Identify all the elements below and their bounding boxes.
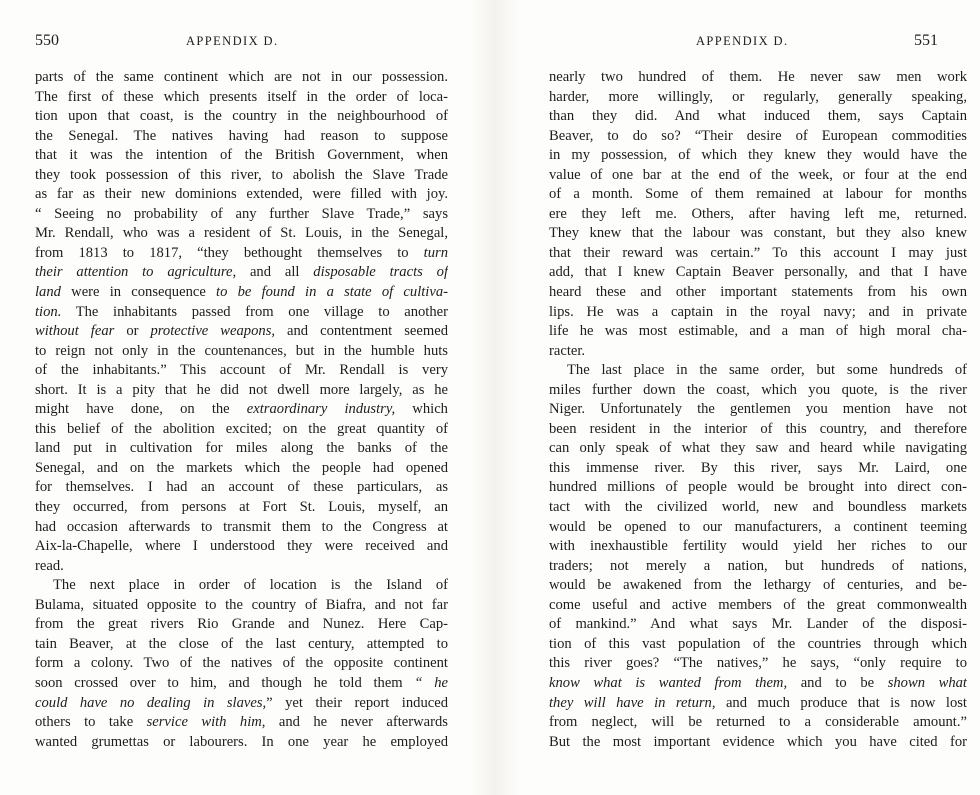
right-page <box>520 0 980 795</box>
text-run: hundred millions of people would be brought into direct con- <box>549 479 967 496</box>
text-line <box>35 185 448 205</box>
text-line <box>549 713 967 733</box>
italic-text: disposable tracts of <box>313 264 448 281</box>
text-line <box>35 127 448 147</box>
text-line <box>549 88 967 108</box>
text-run: others to take <box>35 714 147 731</box>
text-run: in my possession, of which they knew they would have the <box>549 147 967 164</box>
text-run: from neglect, will be returned to a considerable amount.” <box>549 714 967 731</box>
running-head: APPENDIX D. <box>696 34 789 48</box>
text-run: Aix-la-Chapelle, where I understood they were received and <box>35 538 448 555</box>
left-page-body <box>35 68 448 752</box>
text-run: read. <box>35 557 64 574</box>
text-run: with inexhaustible fertility would yield her riches to our <box>549 538 967 555</box>
text-line <box>549 400 967 420</box>
text-line <box>35 244 448 264</box>
text-line <box>35 498 448 518</box>
text-line <box>35 654 448 674</box>
text-run: parts of the same continent which are not in our possession. <box>35 69 448 85</box>
text-line <box>549 478 967 498</box>
text-line <box>549 263 967 283</box>
italic-text: extraordinary industry, <box>246 401 396 418</box>
text-line <box>549 68 967 88</box>
text-run: and contentment seemed <box>275 323 448 340</box>
text-line <box>549 224 967 244</box>
text-line <box>35 537 448 557</box>
text-line <box>35 283 448 303</box>
text-line <box>35 381 448 401</box>
text-line <box>549 127 967 147</box>
text-run: had occasion afterwards to transmit them to the Congress at <box>35 518 448 535</box>
text-line <box>35 459 448 479</box>
text-run: and all <box>236 264 314 281</box>
text-line <box>549 733 967 753</box>
text-line <box>549 283 967 303</box>
text-run: They knew that the labour was constant, but they also knew <box>549 225 967 242</box>
text-line <box>549 654 967 674</box>
text-run: were in consequence <box>60 284 217 301</box>
text-line <box>549 498 967 518</box>
text-line <box>35 205 448 225</box>
italic-text: turn <box>423 244 448 261</box>
text-run: they took possession of this river, to abolish the Slave Trade <box>35 166 448 183</box>
text-line <box>35 322 448 342</box>
text-run: tion of this vast population of the countries through which <box>549 635 967 652</box>
text-run: tion upon that coast, is the country in the neighbourhood of <box>35 108 448 125</box>
text-line <box>35 146 448 166</box>
text-run: they occurred, from persons at Fort St. Louis, myself, an <box>35 499 448 516</box>
text-run: that their reward was certain.” To this account I may just <box>549 244 967 261</box>
text-run: tact with the civilized world, new and boundless markets <box>549 499 967 516</box>
text-run: The last place in the same order, but some hundreds of <box>567 362 967 379</box>
text-run: the Senegal. The natives having had reason to suppose <box>35 127 448 144</box>
text-run: of the inhabitants.” This account of Mr. Rendall is very <box>35 362 448 379</box>
text-line <box>35 439 448 459</box>
text-run: harder, more willingly, or regularly, generally speaking, <box>549 88 967 105</box>
text-run: nearly two hundred of them. He never saw men work <box>549 69 967 85</box>
text-run: Mr. Rendall, who was a resident of St. Louis, in the Senegal, <box>35 225 448 242</box>
text-run: that it was the intention of the British Government, when <box>35 147 448 164</box>
text-line <box>35 615 448 635</box>
text-line <box>549 557 967 577</box>
italic-text: “ he <box>414 674 448 691</box>
text-run: The first of these which presents itself in the order of loca- <box>35 88 448 105</box>
text-line <box>549 146 967 166</box>
text-run: this belief of the abolition excited; on the great quantity of <box>35 420 448 437</box>
text-run: lips. He was a captain in the royal navy; and in private <box>549 303 967 320</box>
text-run: which <box>395 401 448 418</box>
text-line <box>549 635 967 655</box>
text-line <box>549 439 967 459</box>
text-run: But the most important evidence which you have cited for <box>549 733 967 750</box>
text-run: miles further down the coast, which you quote, is the river <box>549 381 967 398</box>
left-page <box>0 0 470 795</box>
italic-text: to be found in a state of cultiva- <box>216 284 448 301</box>
text-run: ere they left me. Others, after having left me, returned. <box>549 205 967 222</box>
text-run: for themselves. I had an account of these particulars, as <box>35 479 448 496</box>
right-page-body <box>549 68 967 752</box>
text-line <box>35 635 448 655</box>
text-run: soon crossed over to him, and though he told them <box>35 674 415 691</box>
text-run: of mankind.” And what says Mr. Lander of the disposi- <box>549 616 967 633</box>
text-line <box>549 459 967 479</box>
text-line <box>35 400 448 420</box>
text-line <box>35 713 448 733</box>
text-line <box>35 224 448 244</box>
text-run: The inhabitants passed from one village to another <box>61 303 448 320</box>
italic-text: land <box>35 284 61 301</box>
text-run: heard these and other important statements from his own <box>549 284 967 301</box>
italic-text: service with him, <box>146 714 266 731</box>
book-gutter <box>470 0 520 795</box>
text-run: from 1813 to 1817, “they bethought themselves to <box>35 244 424 261</box>
text-line <box>549 576 967 596</box>
text-run: to reign not only in the countenances, but in the humble huts <box>35 342 448 359</box>
italic-text: could have no dealing in slaves, <box>35 694 267 711</box>
text-run: “ Seeing no probability of any further Slave Trade,” says <box>35 205 448 222</box>
text-line <box>549 596 967 616</box>
text-line <box>35 361 448 381</box>
text-run: from the great rivers Rio Grande and Nunez. Here Cap- <box>35 616 448 633</box>
text-run: short. It is a pity that he did not dwell more largely, as he <box>35 381 448 398</box>
text-run: and to be <box>787 674 888 691</box>
text-line <box>549 674 967 694</box>
text-run: come useful and active members of the great commonwealth <box>549 596 967 613</box>
text-line <box>35 674 448 694</box>
italic-text: know what is wanted from them, <box>549 674 788 691</box>
text-line <box>35 596 448 616</box>
text-run: life he was most estimable, and a man of high moral cha- <box>549 323 967 340</box>
text-line <box>35 420 448 440</box>
text-run: been resident in the interior of this country, and therefore <box>549 420 967 437</box>
text-run: than they did. And what induced them, says Captain <box>549 108 967 125</box>
text-line <box>35 733 448 753</box>
text-run: of a month. Some of them remained at labour for months <box>549 186 967 203</box>
text-line <box>35 166 448 186</box>
italic-text: their attention to agriculture, <box>35 264 237 281</box>
text-run: traders; not merely a nation, but hundreds of nations, <box>549 557 967 574</box>
text-run: as far as their new dominions extended, were filled with joy. <box>35 186 448 203</box>
text-line <box>549 537 967 557</box>
page-number: 551 <box>914 32 938 49</box>
text-run: add, that I knew Captain Beaver personally, and that I have <box>549 264 967 281</box>
text-line <box>35 303 448 323</box>
italic-text: tion. <box>35 303 62 320</box>
text-run: would be opened to our manufacturers, a continent teeming <box>549 518 967 535</box>
text-line <box>549 342 967 362</box>
text-line <box>549 518 967 538</box>
text-run: Niger. Unfortunately the gentlemen you mention have not <box>549 401 967 418</box>
text-line <box>35 557 448 577</box>
text-run: The next place in order of location is the Island of <box>53 577 448 594</box>
text-line <box>549 694 967 714</box>
italic-text: without fear <box>35 323 115 340</box>
text-run: Bulama, situated opposite to the country of Biafra, and not far <box>35 596 448 613</box>
text-run: would be awakened from the lethargy of centuries, and be- <box>549 577 967 594</box>
text-line <box>549 107 967 127</box>
text-run: this river goes? “The natives,” he says, “only require to <box>549 655 967 672</box>
text-line <box>549 420 967 440</box>
text-line <box>549 205 967 225</box>
text-line <box>35 518 448 538</box>
text-run: might have done, on the <box>35 401 247 418</box>
text-line <box>35 478 448 498</box>
text-line <box>549 303 967 323</box>
text-run: and much produce that is now lost <box>715 694 967 711</box>
text-run: ” yet their report induced <box>266 694 448 711</box>
text-run: or <box>114 323 151 340</box>
text-run: this immense river. By this river, says Mr. Laird, one <box>549 459 967 476</box>
text-line <box>549 244 967 264</box>
text-run: Beaver, to do so? “Their desire of European commodities <box>549 127 967 144</box>
text-line <box>35 342 448 362</box>
text-run: wanted grumettas or labourers. In one year he employed <box>35 733 448 750</box>
text-line <box>35 694 448 714</box>
text-line <box>549 361 967 381</box>
text-run: value of one bar at the end of the week, or four at the end <box>549 166 967 183</box>
text-run: Senegal, and on the markets which the people had opened <box>35 459 448 476</box>
text-run: can only speak of what they saw and heard while navigating <box>549 440 967 457</box>
text-run: racter. <box>549 342 586 359</box>
text-run: form a colony. Two of the natives of the opposite continent <box>35 655 448 672</box>
text-line <box>549 381 967 401</box>
italic-text: they will have in return, <box>549 694 716 711</box>
text-run: tain Beaver, at the close of the last century, attempted to <box>35 635 448 652</box>
text-run: land put in cultivation for miles along the banks of the <box>35 440 448 457</box>
text-run: and he never afterwards <box>265 714 448 731</box>
italic-text: protective weapons, <box>150 323 276 340</box>
running-head: APPENDIX D. <box>186 34 279 48</box>
text-line <box>549 322 967 342</box>
text-line <box>35 88 448 108</box>
italic-text: shown what <box>887 674 967 691</box>
text-line <box>35 68 448 88</box>
text-line <box>35 576 448 596</box>
text-line <box>549 615 967 635</box>
text-line <box>549 185 967 205</box>
text-line <box>549 166 967 186</box>
text-line <box>35 107 448 127</box>
page-number: 550 <box>35 32 59 49</box>
text-line <box>35 263 448 283</box>
